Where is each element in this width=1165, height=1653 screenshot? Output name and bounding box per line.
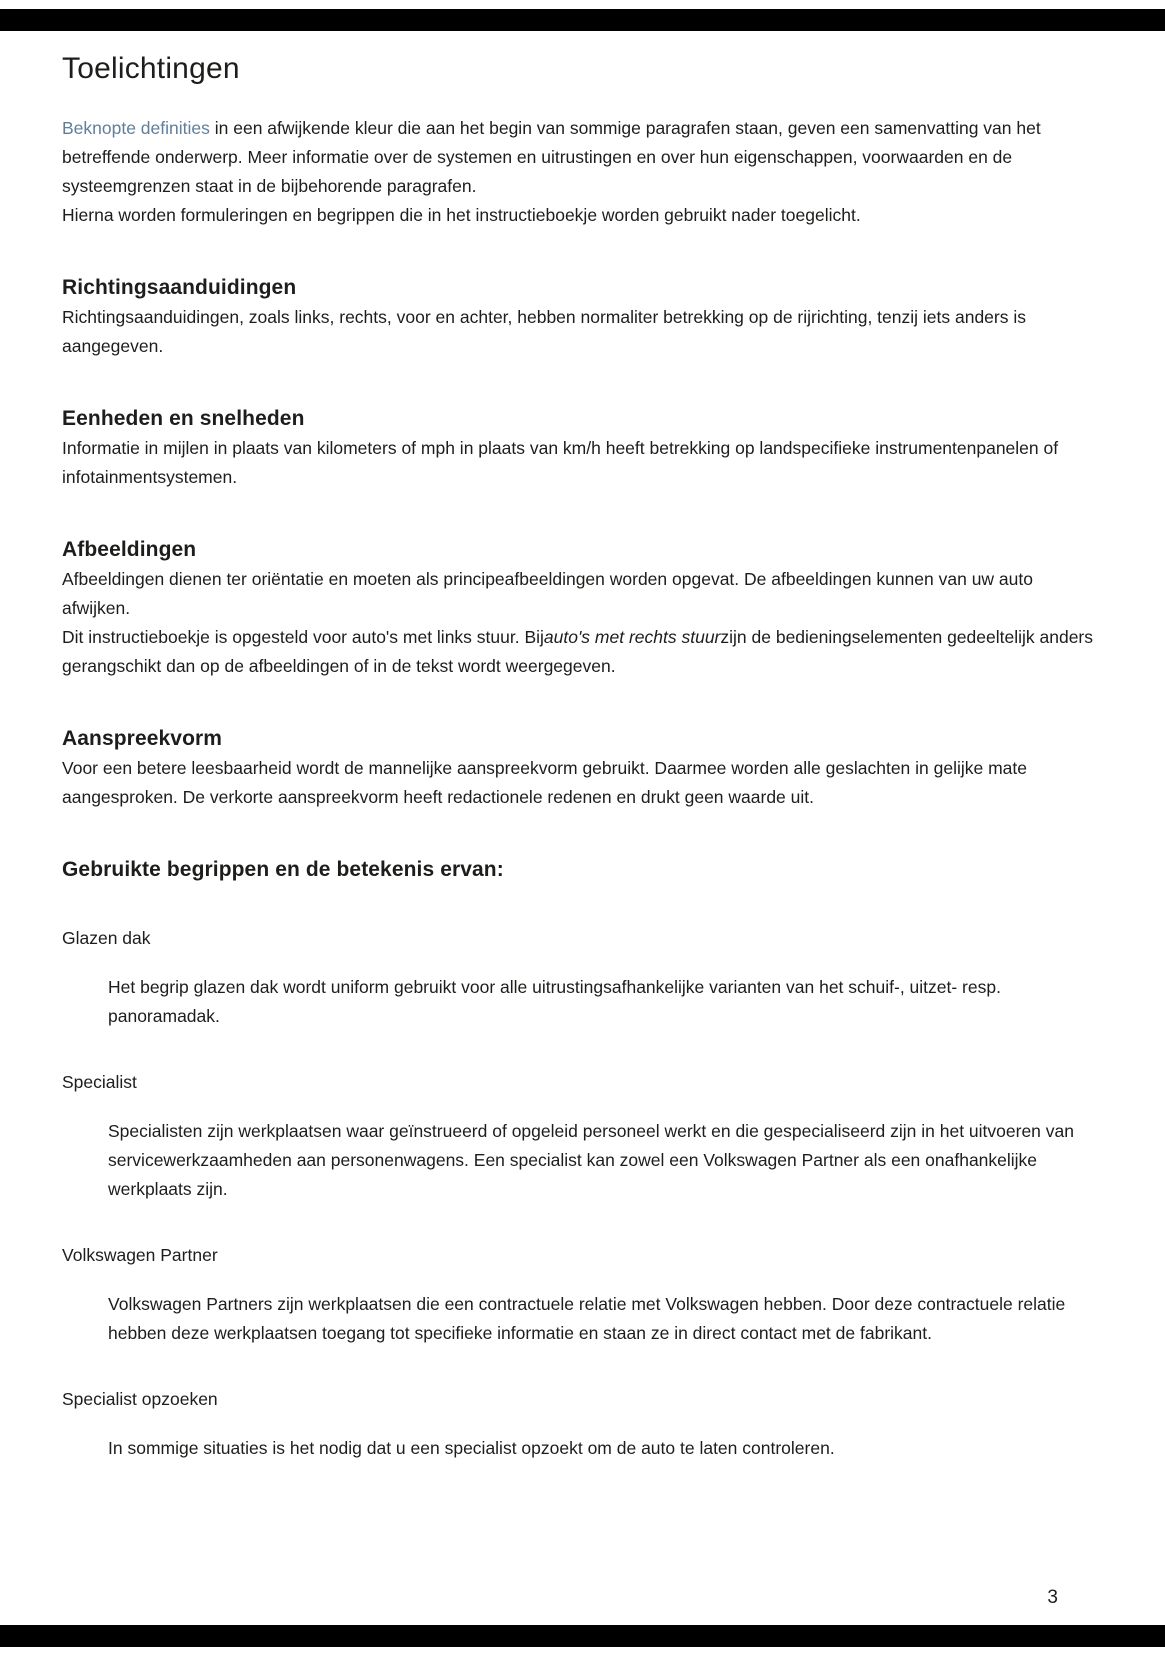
- section-heading-aanspreekvorm: Aanspreekvorm: [62, 727, 223, 750]
- intro-second-paragraph: Hierna worden formuleringen en begrippen die in het instructieboekje worden gebruikt nader toegelicht.: [62, 205, 861, 225]
- page-content: [62, 52, 1103, 1463]
- term-specialist-opzoeken: Specialist opzoeken: [62, 1389, 218, 1409]
- intro-paragraph-text: in een afwijkende kleur die aan het begin van sommige paragrafen staan, geven een samenvatting van het betreffende onderwerp. Meer informatie over de systemen en uitrustingen en over hun eigenschappen, voorwaarden en de systeemgrenzen staat in de bijbehorende paragrafen.: [62, 118, 1041, 196]
- definition-volkswagen-partner: Volkswagen Partners zijn werkplaatsen die een contractuele relatie met Volkswagen hebben. Door deze contractuele relatie hebben deze werkplaatsen toegang tot specifieke informatie en staan ze in direct contact met de fabrikant.: [108, 1294, 1066, 1343]
- bottom-black-bar: [0, 1625, 1165, 1647]
- definition-specialist-opzoeken: In sommige situaties is het nodig dat u een specialist opzoekt om de auto te laten controleren.: [108, 1438, 835, 1458]
- section-paragraph-aanspreekvorm: Voor een betere leesbaarheid wordt de mannelijke aanspreekvorm gebruikt. Daarmee worden alle geslachten in gelijke mate aangesproken. De verkorte aanspreekvorm heeft redactionele redenen en drukt geen waarde uit.: [62, 758, 1028, 807]
- section-paragraph-afbeeldingen-2: [62, 623, 1103, 681]
- term-specialist: Specialist: [62, 1072, 137, 1092]
- definition-glazen-dak: Het begrip glazen dak wordt uniform gebruikt voor alle uitrustingsafhankelijke varianten van het schuif-, uitzet- resp. panoramadak.: [108, 977, 1001, 1026]
- page-number: 3: [1047, 1587, 1058, 1608]
- section-heading-gebruikte-begrippen: Gebruikte begrippen en de betekenis ervan:: [62, 858, 504, 881]
- term-volkswagen-partner: Volkswagen Partner: [62, 1245, 218, 1265]
- top-black-bar: [0, 9, 1165, 31]
- section-paragraph-eenheden-en-snelheden: Informatie in mijlen in plaats van kilometers of mph in plaats van km/h heeft betrekking op landspecifieke instrumentenpanelen of infotainmentsystemen.: [62, 438, 1059, 487]
- afbeeldingen-text-italic: auto's met rechts stuur: [543, 627, 721, 647]
- term-glazen-dak: Glazen dak: [62, 928, 151, 948]
- definition-specialist: Specialisten zijn werkplaatsen waar geïnstrueerd of opgeleid personeel werkt en die gespecialiseerd zijn in het uitvoeren van servicewerkzaamheden aan personenwagens. Een specialist kan zowel een Volkswagen Partner als een onafhankelijke werkplaats zijn.: [108, 1121, 1074, 1199]
- section-paragraph-richtingsaanduidingen: Richtingsaanduidingen, zoals links, rechts, voor en achter, hebben normaliter betrekking op de rijrichting, tenzij iets anders is aangegeven.: [62, 307, 1026, 356]
- highlighted-definition-label: Beknopte definities: [62, 118, 210, 138]
- section-heading-richtingsaanduidingen: Richtingsaanduidingen: [62, 276, 297, 299]
- section-paragraph-afbeeldingen-1: Afbeeldingen dienen ter oriëntatie en moeten als principeafbeeldingen worden opgevat. De afbeeldingen kunnen van uw auto afwijken.: [62, 569, 1033, 618]
- intro-paragraph: [62, 114, 1103, 201]
- page-title: Toelichtingen: [62, 52, 240, 85]
- section-heading-eenheden-en-snelheden: Eenheden en snelheden: [62, 407, 305, 430]
- afbeeldingen-text-after: zijn de bedieningselementen gedeeltelijk anders gerangschikt dan op de afbeeldingen of in de tekst wordt weergegeven.: [62, 627, 1094, 676]
- section-heading-afbeeldingen: Afbeeldingen: [62, 538, 197, 561]
- afbeeldingen-text-before: Dit instructieboekje is opgesteld voor auto's met links stuur. Bij: [62, 627, 544, 647]
